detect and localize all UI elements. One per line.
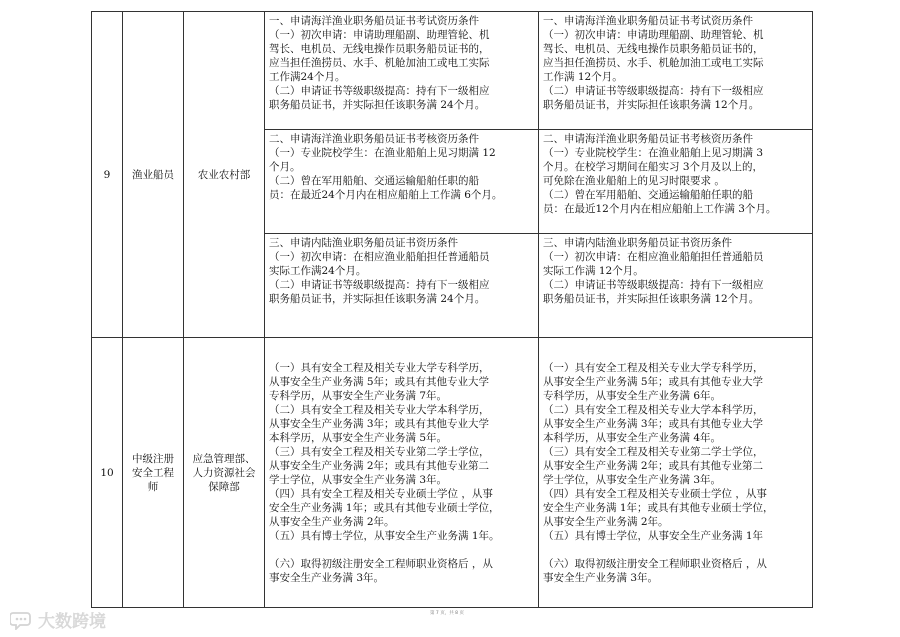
condition-line: 工作满 12个月。 <box>543 71 623 83</box>
old-conditions-text <box>269 14 534 112</box>
condition-line: 个月。在校学习期间在船实习 3个月及以上的， <box>543 161 764 173</box>
condition-line: （五）具有博士学位，从事安全生产业务满 1年。 <box>269 529 500 542</box>
department-name: 应急管理部、人力资源社会保障部 <box>184 338 265 608</box>
condition-line: 从事安全生产业务满 5年；或具有其他专业大学 <box>269 375 490 388</box>
condition-line: 工作满24个月。 <box>269 71 346 83</box>
condition-line: （二）申请证书等级职级提高：持有下一级相应 <box>269 279 490 291</box>
condition-line: 三、申请内陆渔业职务船员证书资历条件 <box>543 237 732 249</box>
condition-line: （三）具有安全工程及相关专业第二学士学位， <box>543 445 764 458</box>
new-conditions-text <box>543 236 808 306</box>
condition-line <box>269 543 534 557</box>
old-conditions-cell <box>265 12 539 130</box>
condition-line: （一）具有安全工程及相关专业大学专科学历， <box>269 361 490 374</box>
condition-line: 从事安全生产业务满 2年；或具有其他专业第二 <box>543 459 764 472</box>
condition-line: 员：在最近24个月内在相应船舶上工作满 6个月。 <box>269 189 503 201</box>
condition-line: 职务船员证书，并实际担任该职务满 24个月。 <box>269 293 486 305</box>
condition-line: 职务船员证书，并实际担任该职务满 12个月。 <box>543 99 760 111</box>
condition-line: 实际工作满24个月。 <box>269 265 367 277</box>
old-conditions-cell <box>265 338 539 608</box>
condition-line: 职务船员证书，并实际担任该职务满 12个月。 <box>543 293 760 305</box>
old-conditions-text <box>269 132 534 202</box>
new-conditions-text <box>543 14 808 112</box>
old-conditions-cell <box>265 234 539 338</box>
row-number: 9 <box>92 12 123 338</box>
condition-line: （一）初次申请：申请助理船副、助理管轮、机 <box>269 29 490 41</box>
new-conditions-cell <box>539 234 813 338</box>
condition-line: （四）具有安全工程及相关专业硕士学位 ，从事 <box>269 487 493 500</box>
condition-line: 从事安全生产业务满 3年；或具有其他专业大学 <box>269 417 490 430</box>
qualification-table <box>91 11 813 608</box>
new-conditions-cell <box>539 338 813 608</box>
condition-line: 事安全生产业务满 3年。 <box>543 571 659 584</box>
new-conditions-text <box>543 361 808 585</box>
old-conditions-text <box>269 236 534 306</box>
condition-line: 二、申请海洋渔业职务船员证书考核资历条件 <box>543 133 753 145</box>
new-conditions-cell <box>539 12 813 130</box>
condition-line: 实际工作满 12个月。 <box>543 265 644 277</box>
condition-line: （二）申请证书等级职级提高：持有下一级相应 <box>543 279 764 291</box>
department-name: 农业农村部 <box>184 12 265 338</box>
new-conditions-text <box>543 132 808 216</box>
condition-line: 驾长、电机员、无线电操作员职务船员证书的， <box>269 43 490 55</box>
condition-line: 个月。 <box>269 161 301 173</box>
condition-line: 事安全生产业务满 3年。 <box>269 571 385 584</box>
condition-line: 安全生产业务满 1年；或具有其他专业硕士学位， <box>269 501 500 514</box>
condition-line: 本科学历，从事安全生产业务满 4年。 <box>543 431 722 444</box>
condition-line: （一）具有安全工程及相关专业大学专科学历， <box>543 361 764 374</box>
occupation-name: 中级注册安全工程师 <box>123 338 184 608</box>
condition-line: 专科学历，从事安全生产业务满 7年。 <box>269 389 448 402</box>
condition-line: 职务船员证书，并实际担任该职务满 24个月。 <box>269 99 486 111</box>
chat-bubble-icon <box>10 610 34 630</box>
condition-line: （一）初次申请：在相应渔业船舶担任普通船员 <box>543 251 764 263</box>
condition-line: 从事安全生产业务满 2年；或具有其他专业第二 <box>269 459 490 472</box>
occupation-name: 渔业船员 <box>123 12 184 338</box>
condition-line: 应当担任渔捞员、水手、机舱加油工或电工实际 <box>269 57 490 69</box>
condition-line: 一、申请海洋渔业职务船员证书考试资历条件 <box>269 15 479 27</box>
condition-line: （二）申请证书等级职级提高：持有下一级相应 <box>543 85 764 97</box>
old-conditions-text <box>269 361 534 585</box>
condition-line: 从事安全生产业务满 3年；或具有其他专业大学 <box>543 417 764 430</box>
condition-line: 一、申请海洋渔业职务船员证书考试资历条件 <box>543 15 753 27</box>
condition-line: 学士学位，从事安全生产业务满 3年。 <box>543 473 722 486</box>
condition-line: 可免除在渔业船舶上的见习时限要求 。 <box>543 175 725 187</box>
condition-line: （一）初次申请：申请助理船副、助理管轮、机 <box>543 29 764 41</box>
condition-line: 从事安全生产业务满 2年。 <box>543 515 669 528</box>
condition-line: （一）专业院校学生：在渔业船舶上见习期满 3 <box>543 147 764 159</box>
condition-line: 二、申请海洋渔业职务船员证书考核资历条件 <box>269 133 479 145</box>
condition-line: 学士学位，从事安全生产业务满 3年。 <box>269 473 448 486</box>
condition-line: 从事安全生产业务满 2年。 <box>269 515 395 528</box>
condition-line: （二）具有安全工程及相关专业大学本科学历， <box>269 403 490 416</box>
row-number: 10 <box>92 338 123 608</box>
condition-line: （四）具有安全工程及相关专业硕士学位 ，从事 <box>543 487 767 500</box>
condition-line: （五）具有博士学位，从事安全生产业务满 1年 <box>543 529 764 542</box>
condition-line: 员：在最近12个月内在相应船舶上工作满 3个月。 <box>543 203 777 215</box>
condition-line: （一）专业院校学生：在渔业船舶上见习期满 12 <box>269 147 496 159</box>
condition-line: （二）具有安全工程及相关专业大学本科学历， <box>543 403 764 416</box>
condition-line: 专科学历，从事安全生产业务满 6年。 <box>543 389 722 402</box>
condition-line: 从事安全生产业务满 5年；或具有其他专业大学 <box>543 375 764 388</box>
condition-line: 安全生产业务满 1年；或具有其他专业硕士学位， <box>543 501 774 514</box>
condition-line: 本科学历，从事安全生产业务满 5年。 <box>269 431 448 444</box>
condition-line: （六）取得初级注册安全工程师职业资格后 ，从 <box>543 557 767 570</box>
page-footer: 第 7 页，共 8 页 <box>430 611 464 616</box>
condition-line <box>543 543 808 557</box>
condition-line: 三、申请内陆渔业职务船员证书资历条件 <box>269 237 458 249</box>
condition-line: （二）曾在军用船舶、交通运输船舶任职的船 <box>269 175 479 187</box>
condition-line: （二）曾在军用船舶、交通运输船舶任职的船 <box>543 189 753 201</box>
condition-line: 应当担任渔捞员、水手、机舱加油工或电工实际 <box>543 57 764 69</box>
condition-line: （二）申请证书等级职级提高：持有下一级相应 <box>269 85 490 97</box>
condition-line: （三）具有安全工程及相关专业第二学士学位， <box>269 445 490 458</box>
watermark-text: 大数跨境 <box>38 612 106 632</box>
old-conditions-cell <box>265 130 539 234</box>
condition-line: 驾长、电机员、无线电操作员职务船员证书的， <box>543 43 764 55</box>
condition-line: （六）取得初级注册安全工程师职业资格后 ，从 <box>269 557 493 570</box>
condition-line: （一）初次申请：在相应渔业船舶担任普通船员 <box>269 251 490 263</box>
watermark <box>10 607 106 632</box>
new-conditions-cell <box>539 130 813 234</box>
